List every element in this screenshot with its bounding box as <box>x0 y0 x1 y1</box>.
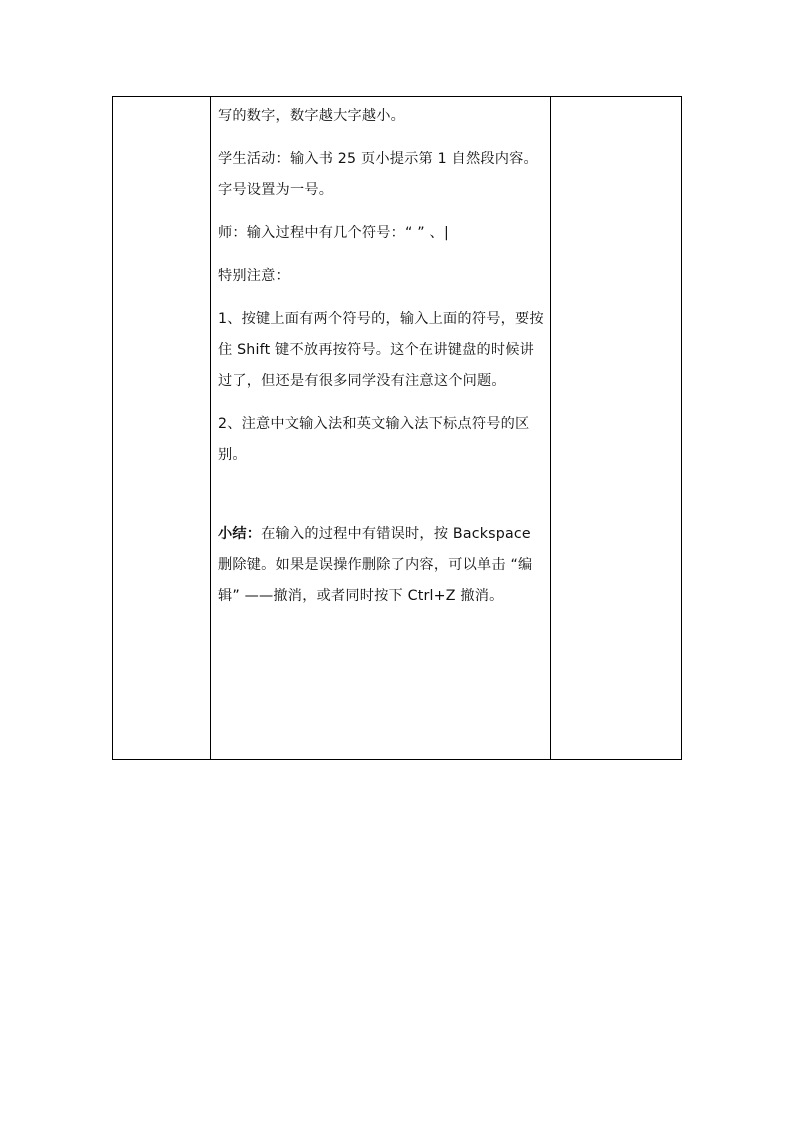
table-row <box>113 97 682 760</box>
paragraph-summary <box>218 519 544 612</box>
paragraph-font-size-note: 写的数字，数字越大字越小。 <box>218 108 406 124</box>
summary-label: 小结： <box>218 526 262 542</box>
paragraph-note-1: 1、按键上面有两个符号的，输入上面的符号，要按住 Shift 键不放再按符号。这个在讲键盘的时候讲过了，但还是有很多同学没有注意这个问题。 <box>218 311 544 389</box>
lesson-content <box>211 97 550 612</box>
paragraph-student-activity: 学生活动：输入书 25 页小提示第 1 自然段内容。字号设置为一号。 <box>218 151 538 198</box>
paragraph-note-2: 2、注意中文输入法和英文输入法下标点符号的区别。 <box>218 416 530 463</box>
content-column-cell <box>211 97 551 760</box>
left-column-cell <box>113 97 211 760</box>
paragraph-teacher-question: 师：输入过程中有几个符号：“ ” 、| <box>218 225 449 241</box>
lesson-plan-table <box>112 96 682 760</box>
summary-text: 在输入的过程中有错误时，按 Backspace 删除键。如果是误操作删除了内容，可以单击 “编辑” ——撤消，或者同时按下 Ctrl+Z 撤消。 <box>218 526 533 604</box>
paragraph-special-note-heading: 特别注意： <box>218 268 290 284</box>
right-column-cell <box>551 97 682 760</box>
